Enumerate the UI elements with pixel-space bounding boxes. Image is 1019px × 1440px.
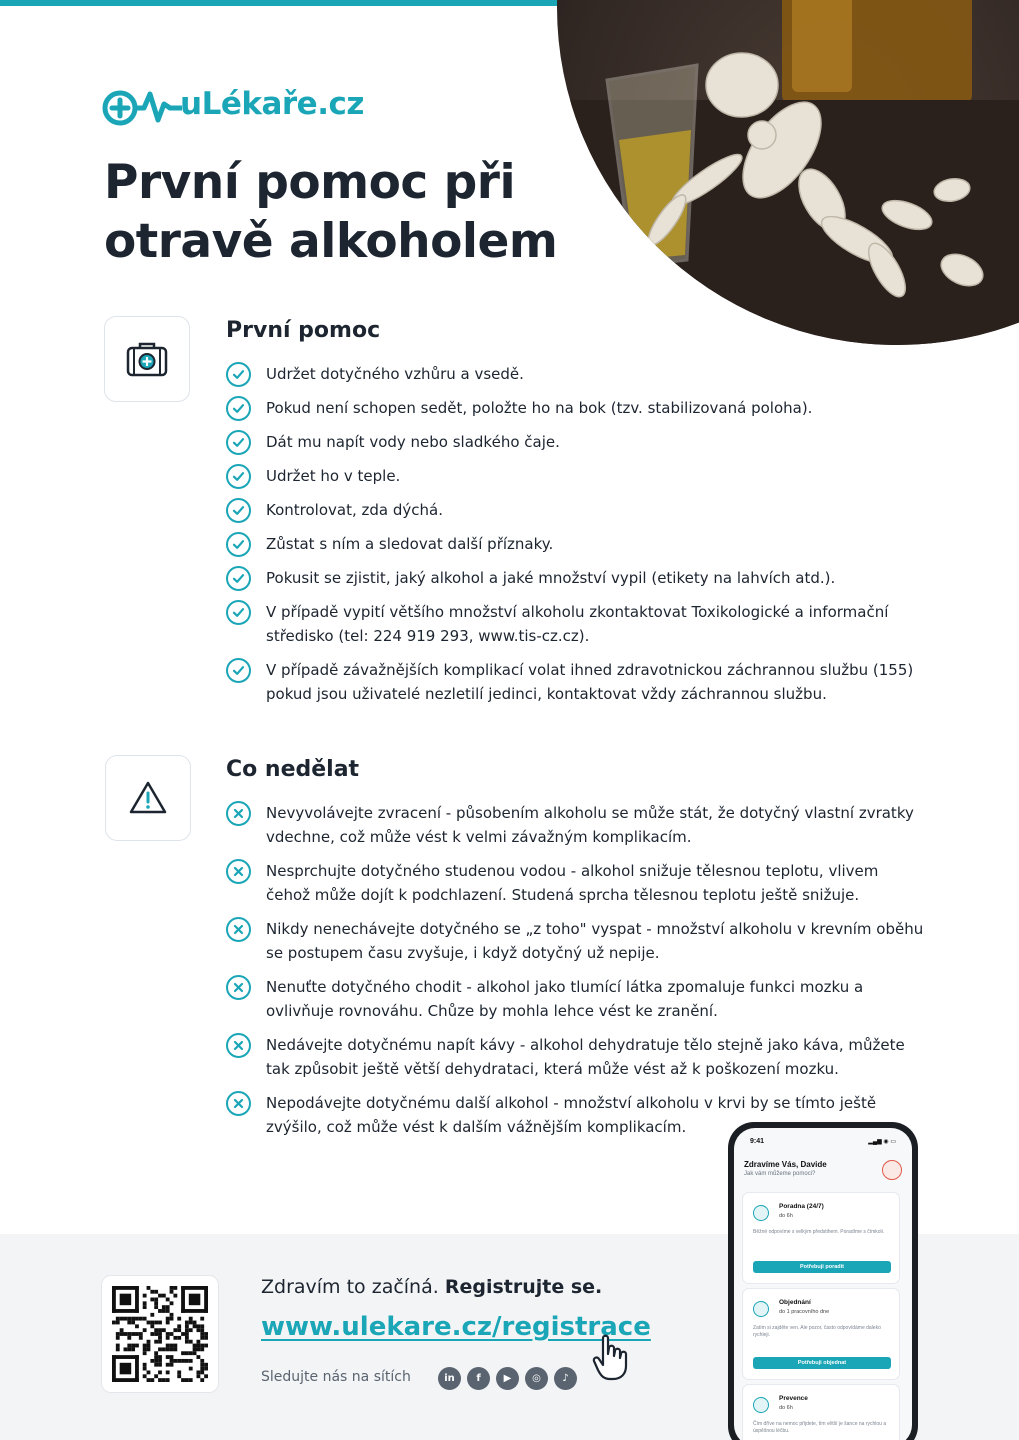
first-aid-item: [226, 566, 926, 590]
page-title: První pomoc při otravě alkoholem: [104, 155, 558, 269]
tiktok-icon[interactable]: ♪: [554, 1367, 577, 1390]
wooden-mannequin-with-shot-glass-image: [557, 0, 1019, 345]
card-title: Objednání: [779, 1299, 811, 1306]
booking-button[interactable]: Potřebuji objednat: [753, 1357, 891, 1369]
cross-circle-icon: [226, 917, 251, 942]
shield-icon: [753, 1397, 769, 1413]
cross-circle-icon: [226, 1033, 251, 1058]
dont-item: [226, 975, 926, 1023]
item-text: Pokud není schopen sedět, položte ho na bok (tzv. stabilizovaná poloha).: [266, 399, 813, 417]
cross-circle-icon: [226, 859, 251, 884]
phone-greeting: Zdravíme Vás, Davide: [744, 1160, 827, 1169]
card-desc: Běžné odpovíme s velkým předstihem. Poradíme s čímkoli.: [753, 1229, 885, 1235]
linkedin-icon[interactable]: in: [438, 1367, 461, 1390]
hero-image: [557, 0, 1019, 345]
social-links: [438, 1367, 577, 1390]
first-aid-list: [226, 362, 926, 716]
card-sub: do 1 pracovního dne: [779, 1309, 830, 1315]
brand-name: uLékaře.cz: [180, 86, 364, 122]
brand-logo[interactable]: [102, 80, 364, 128]
first-aid-title: První pomoc: [226, 318, 381, 343]
item-text: Udržet dotyčného vzhůru a vsedě.: [266, 365, 524, 383]
phone-time: 9:41: [750, 1138, 765, 1145]
instagram-icon[interactable]: ◎: [525, 1367, 548, 1390]
item-text: V případě závažnějších komplikací volat ihned zdravotnickou záchrannou službu (155) pokud jsou uživatelé nezletilí jedinci, kontaktovat vždy záchrannou službu.: [266, 661, 914, 703]
check-circle-icon: [226, 396, 251, 421]
item-text: Nevyvolávejte zvracení - působením alkoholu se může stát, že dotyčný vlastní zvratky vdechne, což může vést k velmi závažným komplikacím.: [266, 804, 914, 846]
dont-item: [226, 801, 926, 849]
item-text: Nenuťte dotyčného chodit - alkohol jako tlumící látka zpomaluje funkci mozku a ovlivňuje rovnováhu. Chůze by mohla lehce vést ke zranění.: [266, 978, 864, 1020]
first-aid-item: [226, 498, 926, 522]
check-circle-icon: [226, 658, 251, 683]
first-aid-item: [226, 600, 926, 648]
medical-cross-pulse-icon: [102, 80, 182, 128]
qr-code[interactable]: [101, 1275, 219, 1393]
hand-pointer-icon: [591, 1334, 633, 1382]
item-text: Nedávejte dotyčnému napít kávy - alkohol dehydratuje tělo stejně jako káva, můžete tak způsobit ještě větší dehydrataci, která může vést až k poškození mozku.: [266, 1036, 905, 1078]
phone-screen: [734, 1128, 912, 1440]
warning-icon-box: [105, 755, 191, 841]
phone-subtitle: Jak vám můžeme pomoci?: [744, 1171, 816, 1177]
warning-triangle-icon: [128, 780, 168, 816]
first-aid-item: [226, 532, 926, 556]
first-aid-item: [226, 396, 926, 420]
first-aid-item: [226, 362, 926, 386]
item-text: Kontrolovat, zda dýchá.: [266, 501, 443, 519]
youtube-icon[interactable]: ▶: [496, 1367, 519, 1390]
cross-circle-icon: [226, 801, 251, 826]
item-text: Nikdy nenechávejte dotyčného se „z toho" vyspat - množství alkoholu v krevním oběhu se postupem času zvyšuje, i když dotyčný už nepije.: [266, 920, 924, 962]
cta-bold: Registrujte se.: [444, 1276, 603, 1298]
advice-button[interactable]: Potřebuji poradit: [753, 1261, 891, 1273]
card-sub: do 6h: [779, 1405, 793, 1411]
registration-link[interactable]: www.ulekare.cz/registrace: [261, 1312, 651, 1342]
item-text: Dát mu napít vody nebo sladkého čaje.: [266, 433, 560, 451]
calendar-icon: [753, 1301, 769, 1317]
dont-list: [226, 801, 926, 1149]
phone-card-prevention[interactable]: [742, 1384, 900, 1440]
card-title: Prevence: [779, 1395, 808, 1402]
card-desc: Zatím si zajděte ven. Ale pozor, často odpovídáme daleko rychleji.: [753, 1325, 881, 1338]
item-text: Pokusit se zjistit, jaký alkohol a jaké množství vypil (etikety na lahvích atd.).: [266, 569, 836, 587]
phone-card-advice[interactable]: [742, 1192, 900, 1284]
facebook-icon[interactable]: f: [467, 1367, 490, 1390]
check-circle-icon: [226, 532, 251, 557]
phone-card-booking[interactable]: [742, 1288, 900, 1380]
item-text: V případě vypití většího množství alkoholu zkontaktovat Toxikologické a informační středisko (tel: 224 919 293, www.tis-cz.cz).: [266, 603, 889, 645]
cta-text: [261, 1276, 602, 1298]
dont-item: [226, 1033, 926, 1081]
first-aid-item: [226, 464, 926, 488]
dont-item: [226, 859, 926, 907]
cross-circle-icon: [226, 1091, 251, 1116]
dont-item: [226, 917, 926, 965]
first-aid-icon-box: [104, 316, 190, 402]
check-circle-icon: [226, 498, 251, 523]
phone-mockup: [728, 1122, 918, 1440]
check-circle-icon: [226, 566, 251, 591]
card-sub: do 6h: [779, 1213, 793, 1219]
phone-status-icons: ▂▄▆ ◉ ▭: [868, 1139, 896, 1145]
cta-plain: Zdravím to začíná.: [261, 1276, 445, 1298]
first-aid-item: [226, 658, 926, 706]
qr-code-image: [112, 1286, 208, 1382]
card-desc: Čím dříve na nemoc přijdete, tím větší je šance na rychlou a úspěšnou léčbu.: [753, 1421, 887, 1434]
item-text: Udržet ho v teple.: [266, 467, 401, 485]
item-text: Nesprchujte dotyčného studenou vodou - alkohol snižuje tělesnou teplotu, vlivem čehož může dojít k podchlazení. Studená sprcha tělesnou teplotu ještě snižuje.: [266, 862, 879, 904]
check-circle-icon: [226, 430, 251, 455]
chat-icon: [753, 1205, 769, 1221]
follow-us-label: Sledujte nás na sítích: [261, 1369, 411, 1385]
check-circle-icon: [226, 464, 251, 489]
item-text: Nepodávejte dotyčnému další alkohol - množství alkoholu v krvi by se tímto ještě zvýšilo, což může vést k dalším vážnějším komplikacím.: [266, 1094, 877, 1136]
card-title: Poradna (24/7): [779, 1203, 824, 1210]
cross-circle-icon: [226, 975, 251, 1000]
dont-title: Co nedělat: [226, 757, 360, 782]
check-circle-icon: [226, 362, 251, 387]
first-aid-item: [226, 430, 926, 454]
avatar[interactable]: [882, 1160, 902, 1180]
item-text: Zůstat s ním a sledovat další příznaky.: [266, 535, 554, 553]
first-aid-kit-icon: [125, 340, 169, 378]
check-circle-icon: [226, 600, 251, 625]
